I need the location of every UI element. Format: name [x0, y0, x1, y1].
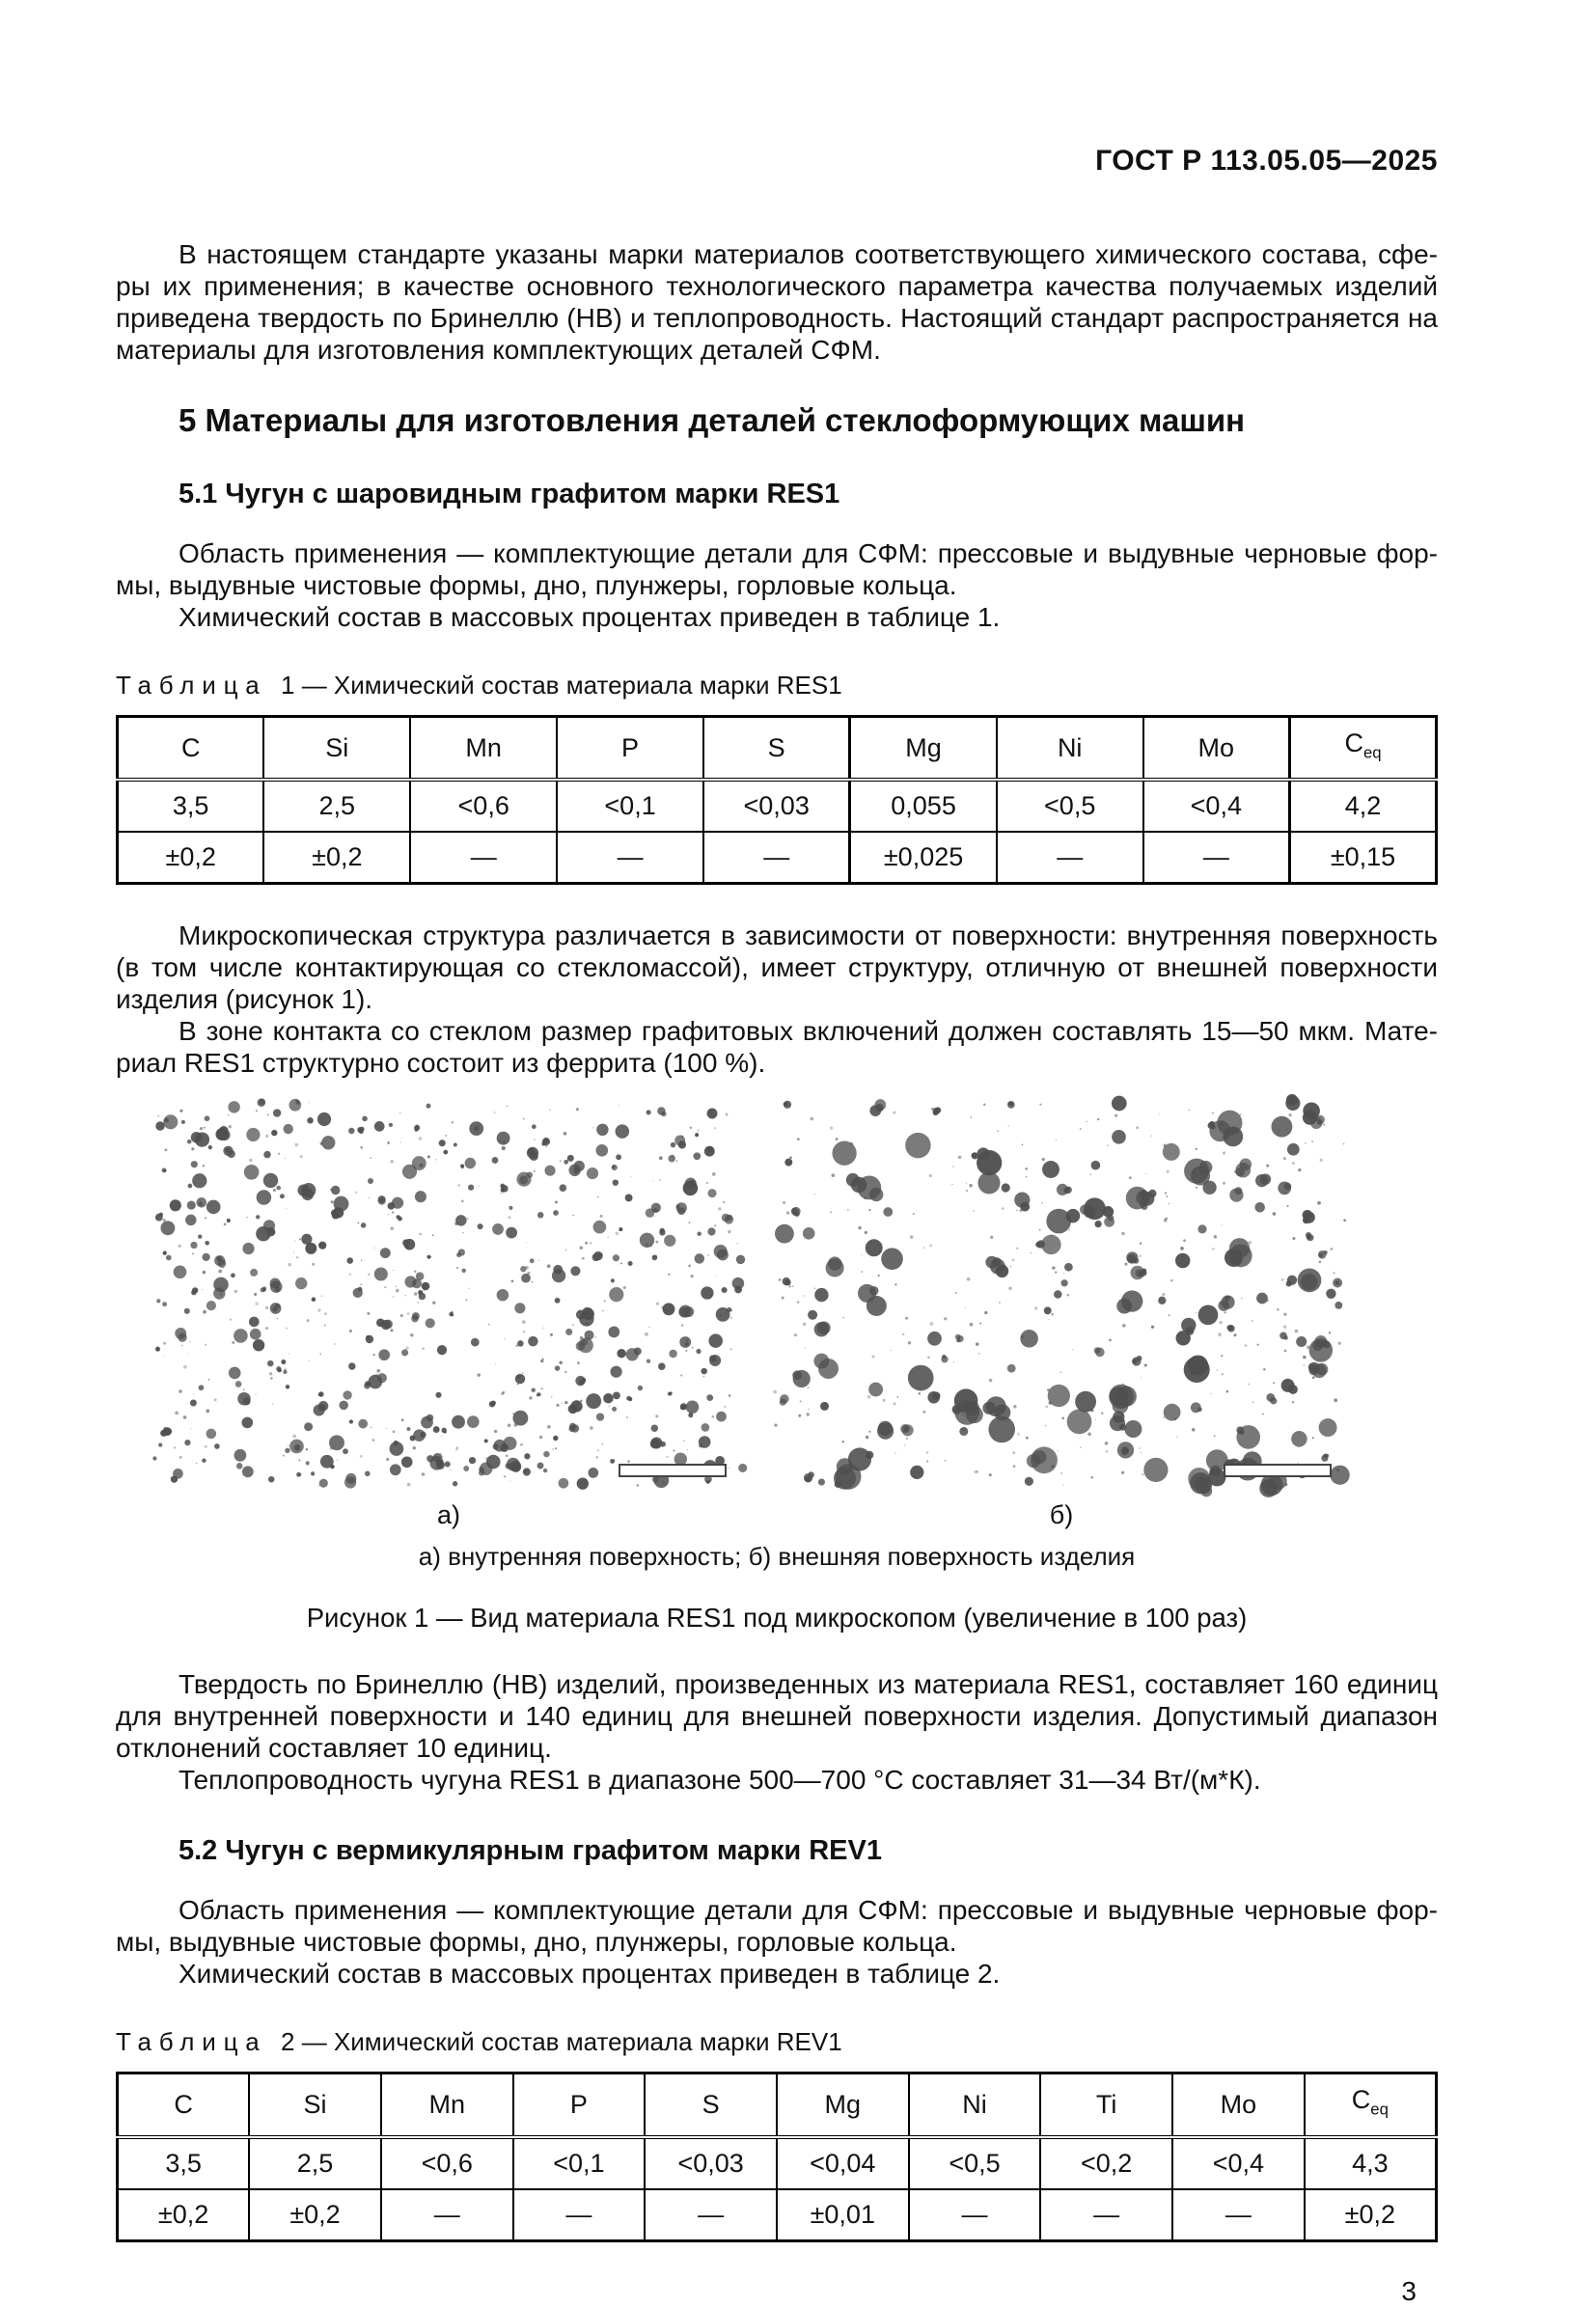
table-cell: — [1143, 832, 1290, 884]
section-5-1-heading: 5.1 Чугун с шаровидным графитом марки RES1 [179, 479, 840, 509]
table-cell: <0,03 [645, 2137, 777, 2189]
table2-caption-text: — Химический состав материала марки REV1 [301, 2027, 842, 2057]
table2-caption [116, 2026, 1438, 2058]
table-cell: 3,5 [118, 2137, 250, 2189]
table-cell: 4,2 [1290, 780, 1437, 832]
table-cell: ±0,15 [1290, 832, 1437, 884]
column-header: Ti [1040, 2074, 1172, 2137]
table1-caption-text: — Химический состав материала марки RES1 [301, 671, 842, 700]
table-cell: ±0,2 [118, 832, 264, 884]
table2-caption-number: 2 [281, 2027, 295, 2057]
panel-b-label: б) [1049, 1500, 1074, 1530]
column-header: Mo [1172, 2074, 1305, 2137]
table-cell: 4,3 [1305, 2137, 1437, 2189]
table-row [118, 780, 1437, 832]
table-row [118, 832, 1437, 884]
column-header: Mn [410, 717, 557, 781]
column-header: C [118, 717, 264, 781]
panel-a-label: а) [436, 1500, 460, 1530]
micrograph-scalebar [619, 1465, 726, 1476]
table-cell: — [1040, 2189, 1172, 2241]
table-cell: 3,5 [118, 780, 264, 832]
table2-caption-word: Таблица [116, 2027, 267, 2057]
column-header: Ni [997, 717, 1143, 781]
inner-surface-micrograph [154, 1102, 743, 1486]
table-cell: ±0,01 [777, 2189, 909, 2241]
column-header: Mg [850, 717, 997, 781]
column-header: Mo [1143, 717, 1290, 781]
table-cell: — [997, 832, 1143, 884]
doc-number: ГОСТ Р 113.05.05—2025 [1095, 145, 1438, 177]
table-cell: — [410, 832, 557, 884]
table-cell: — [645, 2189, 777, 2241]
figure1-panel-labels [154, 1499, 1438, 1531]
table-cell: ±0,2 [1305, 2189, 1437, 2241]
section-5-heading: 5 Материалы для изготовления деталей стеклоформующих машин [179, 402, 1246, 438]
table-cell: <0,1 [557, 780, 703, 832]
table-cell: — [1172, 2189, 1305, 2241]
table-cell: — [703, 832, 850, 884]
table-cell: ±0,2 [263, 832, 410, 884]
figure1-panels [154, 1102, 1438, 1486]
s51-microstructure-paragraph: Микроскопическая структура различается в зависимости от поверхности: внутренняя поверхность (в том числе контактирующая со стекломассой), имеет структуру, отличную от внешней поверхности изделия (рисунок 1). [116, 920, 1438, 1015]
s52-chem-paragraph: Химический состав в массовых процентах приведен в таблице 2. [179, 1959, 1001, 1990]
table-cell: — [909, 2189, 1041, 2241]
outer-surface-micrograph [775, 1102, 1348, 1486]
column-header: P [557, 717, 703, 781]
table-cell: <0,6 [410, 780, 557, 832]
micrograph-scalebar [1225, 1465, 1331, 1476]
table1-chemical-composition [116, 715, 1438, 885]
table1-caption-word: Таблица [116, 671, 267, 700]
column-header: P [513, 2074, 646, 2137]
s51-contact-zone-paragraph: В зоне контакта со стеклом размер графитовых включений должен составлять 15—50 мкм. Материал RES1 структурно состоит из феррита (100 %). [116, 1016, 1438, 1079]
column-header: Ni [909, 2074, 1041, 2137]
table-cell: <0,04 [777, 2137, 909, 2189]
column-header: Mg [777, 2074, 909, 2137]
table2-chemical-composition [116, 2072, 1438, 2241]
s51-thermal-paragraph: Теплопроводность чугуна RES1 в диапазоне 500—700 °С составляет 31—34 Вт/(м*К). [179, 1765, 1261, 1796]
table-row [118, 2137, 1437, 2189]
table-cell: 0,055 [850, 780, 997, 832]
table-cell: 2,5 [249, 2137, 381, 2189]
table1-caption-number: 1 [281, 671, 295, 700]
table-cell: <0,4 [1172, 2137, 1305, 2189]
intro-paragraph: В настоящем стандарте указаны марки материалов соответствующего химического состава, сферы их применения; в качестве основного технологического параметра качества получаемых изделий приведена твердость по Бринеллю (НВ) и теплопроводность. Настоящий стандарт распространяется на материалы для изготовления комплектующих деталей СФМ. [116, 239, 1438, 365]
table-cell: <0,6 [381, 2137, 513, 2189]
s52-scope-paragraph: Область применения — комплектующие детали для СФМ: прессовые и выдувные черновые формы, выдувные чистовые формы, дно, плунжеры, горловые кольца. [116, 1895, 1438, 1958]
panel-gap [743, 1499, 775, 1531]
table-cell: — [381, 2189, 513, 2241]
figure1-title: Рисунок 1 — Вид материала RES1 под микроскопом (увеличение в 100 раз) [306, 1603, 1248, 1634]
column-header: Mn [381, 2074, 513, 2137]
table-cell: ±0,025 [850, 832, 997, 884]
section-5-2-heading: 5.2 Чугун с вермикулярным графитом марки REV1 [179, 1835, 882, 1867]
table-cell: ±0,2 [118, 2189, 250, 2241]
figure1 [154, 1102, 1438, 1531]
column-header: S [703, 717, 850, 781]
table-cell: <0,2 [1040, 2137, 1172, 2189]
table1-caption [116, 670, 1438, 701]
s51-chem-paragraph: Химический состав в массовых процентах приведен в таблице 1. [179, 602, 1001, 632]
column-header: C [118, 2074, 250, 2137]
column-header: $C_{eq}$ [1290, 717, 1437, 781]
page-number: 3 [1401, 2275, 1417, 2306]
table-row [118, 2189, 1437, 2241]
column-header: S [645, 2074, 777, 2137]
table-cell: <0,5 [909, 2137, 1041, 2189]
table-cell: 2,5 [263, 780, 410, 832]
table-cell: <0,5 [997, 780, 1143, 832]
table-cell: ±0,2 [249, 2189, 381, 2241]
table-cell: <0,1 [513, 2137, 646, 2189]
s51-scope-paragraph: Область применения — комплектующие детали для СФМ: прессовые и выдувные черновые формы, выдувные чистовые формы, дно, плунжеры, горловые кольца. [116, 538, 1438, 600]
column-header: Si [249, 2074, 381, 2137]
table-cell: — [557, 832, 703, 884]
figure1-caption: а) внутренняя поверхность; б) внешняя поверхность изделия [418, 1542, 1136, 1572]
table-cell: — [513, 2189, 646, 2241]
s51-hardness-paragraph: Твердость по Бринеллю (НВ) изделий, произведенных из материала RES1, составляет 160 единиц для внутренней поверхности и 140 единиц для внешней поверхности изделия. Допустимый диапазон отклонений составляет 10 единиц. [116, 1669, 1438, 1764]
column-header: Si [263, 717, 410, 781]
table-cell: <0,03 [703, 780, 850, 832]
column-header: $C_{eq}$ [1305, 2074, 1437, 2137]
table-cell: <0,4 [1143, 780, 1290, 832]
